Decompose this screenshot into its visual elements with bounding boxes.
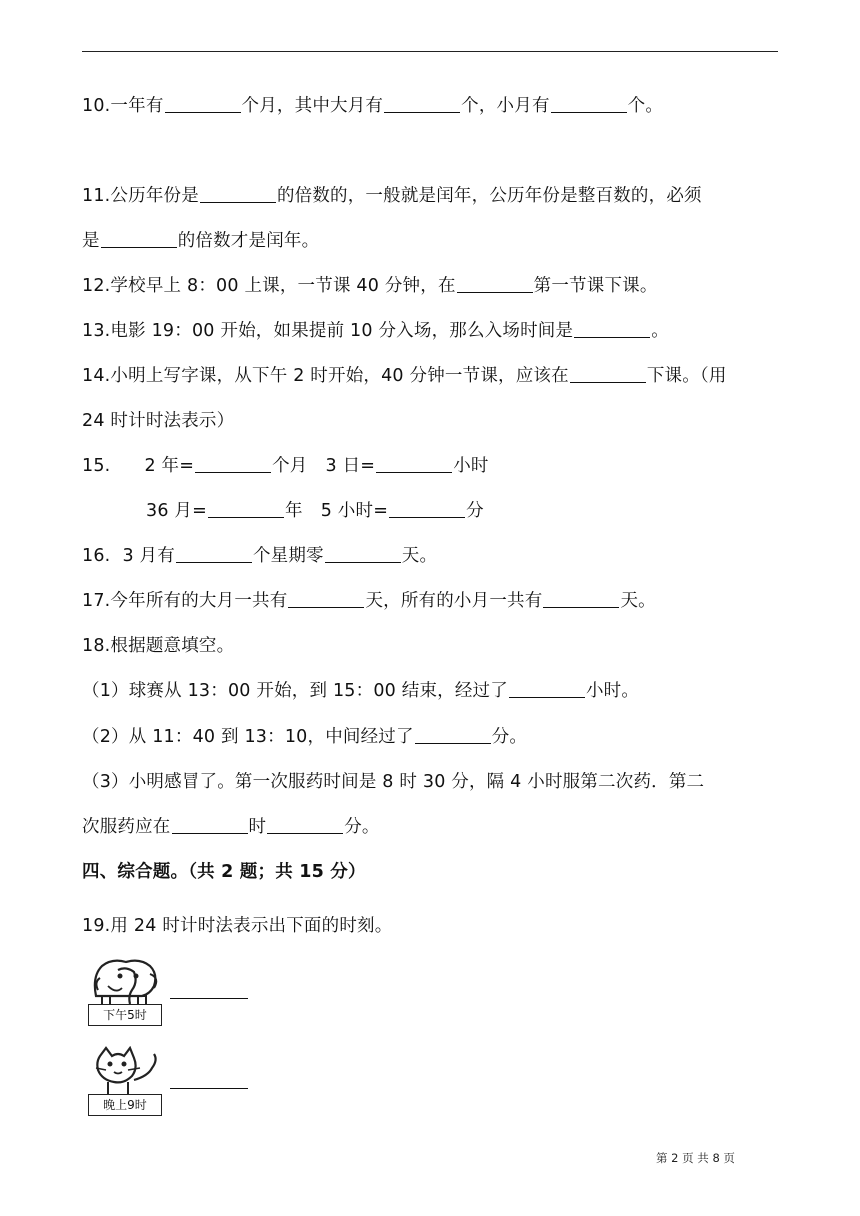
- q13-text-2: 。: [651, 321, 669, 341]
- q11-text-3: 是: [82, 231, 100, 251]
- question-18-title: [82, 634, 234, 658]
- q17-text-1: 17.今年所有的大月一共有: [82, 591, 288, 611]
- time-label-2: 晚上9时: [103, 1098, 147, 1112]
- q18-p3-text-2: 次服药应在: [82, 817, 171, 837]
- q15-text-1: 2 年=: [144, 456, 195, 476]
- q10-text-3: 个，小月有: [461, 96, 550, 116]
- question-18-part-1: [82, 679, 639, 703]
- q15-text-2: 个月: [272, 456, 308, 476]
- q19-title: 19.用 24 时计时法表示出下面的时刻。: [82, 916, 393, 936]
- q16-number: 16.: [82, 546, 111, 566]
- answer-blank[interactable]: [570, 364, 646, 383]
- question-11-line-2: [82, 229, 319, 253]
- answer-blank[interactable]: [176, 544, 252, 563]
- page-footer: [656, 1150, 735, 1166]
- q18-p1-text-1: （1）球赛从 13：00 开始，到 15：00 结束，经过了: [82, 681, 508, 701]
- elephant-picture: [88, 956, 164, 1026]
- q15-text-4: 小时: [453, 456, 489, 476]
- question-19-title: [82, 914, 392, 938]
- page-number: 第 2 页 共 8 页: [656, 1151, 735, 1165]
- question-13: [82, 319, 669, 343]
- q10-text-4: 个。: [627, 96, 664, 116]
- answer-blank[interactable]: [457, 274, 533, 293]
- q14-text-1: 14.小明上写字课，从下午 2 时开始，40 分钟一节课，应该在: [82, 366, 569, 386]
- time-label-sign: [88, 1004, 162, 1026]
- q11-text-2: 的倍数的，一般就是闰年，公历年份是整百数的，必须: [276, 186, 702, 206]
- elephant-icon: [88, 956, 164, 1008]
- question-14-line-1: [82, 364, 727, 388]
- cat-picture: [88, 1046, 164, 1116]
- answer-blank[interactable]: [165, 94, 241, 113]
- answer-blank[interactable]: [574, 319, 650, 338]
- question-15-line-1: [82, 454, 489, 478]
- question-18-part-3-line-2: [82, 815, 380, 839]
- question-11-line-1: [82, 184, 702, 208]
- q16-text-3: 天。: [401, 546, 438, 566]
- q15-text-5: 36 月=: [146, 501, 207, 521]
- answer-blank[interactable]: [195, 454, 271, 473]
- answer-blank[interactable]: [551, 94, 627, 113]
- section-4-title: 四、综合题。（共 2 题；共 15 分）: [82, 862, 366, 882]
- q11-text-1: 11.公历年份是: [82, 186, 199, 206]
- answer-blank[interactable]: [288, 589, 364, 608]
- q18-p1-text-2: 小时。: [585, 681, 640, 701]
- answer-blank[interactable]: [200, 184, 276, 203]
- answer-blank[interactable]: [170, 998, 248, 999]
- q16-text-2: 个星期零: [252, 546, 324, 566]
- q18-p3-text-4: 分。: [344, 817, 380, 837]
- question-15-line-2: [146, 499, 484, 523]
- q15-text-7: 5 小时=: [320, 501, 389, 521]
- question-17: [82, 589, 656, 613]
- answer-blank[interactable]: [325, 544, 401, 563]
- answer-blank[interactable]: [172, 815, 248, 834]
- q14-text-2: 下课。（用: [646, 366, 727, 386]
- q17-text-3: 天。: [620, 591, 656, 611]
- question-18-part-2: [82, 725, 527, 749]
- q18-p3-text-1: （3）小明感冒了。第一次服药时间是 8 时 30 分，隔 4 小时服第二次药．第二: [82, 772, 705, 792]
- q17-text-2: 天，所有的小月一共有: [365, 591, 543, 611]
- time-label-1: 下午5时: [103, 1008, 147, 1022]
- answer-blank[interactable]: [509, 679, 585, 698]
- time-label-sign: [88, 1094, 162, 1116]
- q15-text-6: 年: [285, 501, 303, 521]
- q12-text-2: 第一节课下课。: [533, 276, 658, 296]
- section-4-heading: [82, 860, 366, 884]
- answer-blank[interactable]: [543, 589, 619, 608]
- q18-p2-text-2: 分。: [491, 727, 528, 747]
- answer-blank[interactable]: [267, 815, 343, 834]
- q15-text-8: 分: [466, 501, 484, 521]
- q18-title: 18.根据题意填空。: [82, 636, 235, 656]
- q10-text-1: 10.一年有: [82, 96, 164, 116]
- question-12: [82, 274, 658, 298]
- q18-p3-text-3: 时: [248, 817, 267, 837]
- header-rule: [82, 51, 778, 52]
- q12-text-1: 12.学校早上 8：00 上课，一节课 40 分钟，在: [82, 276, 456, 296]
- answer-blank[interactable]: [389, 499, 465, 518]
- q14-text-3: 24 时计时法表示）: [82, 411, 235, 431]
- question-18-part-3-line-1: [82, 770, 704, 794]
- q18-p2-text-1: （2）从 11：40 到 13：10，中间经过了: [82, 727, 414, 747]
- answer-blank[interactable]: [376, 454, 452, 473]
- q16-text-1: 3 月有: [122, 546, 175, 566]
- question-10: [82, 94, 663, 118]
- answer-blank[interactable]: [384, 94, 460, 113]
- answer-blank[interactable]: [101, 229, 177, 248]
- q15-text-3: 3 日=: [325, 456, 376, 476]
- q10-text-2: 个月，其中大月有: [241, 96, 384, 116]
- question-16: [82, 544, 437, 568]
- answer-blank[interactable]: [415, 725, 491, 744]
- q13-text-1: 13.电影 19：00 开始，如果提前 10 分入场，那么入场时间是: [82, 321, 574, 341]
- question-14-line-2: [82, 409, 234, 433]
- answer-blank[interactable]: [208, 499, 284, 518]
- answer-blank[interactable]: [170, 1088, 248, 1089]
- q15-number: 15.: [82, 456, 111, 476]
- cat-icon: [88, 1046, 164, 1098]
- q11-text-4: 的倍数才是闰年。: [177, 231, 320, 251]
